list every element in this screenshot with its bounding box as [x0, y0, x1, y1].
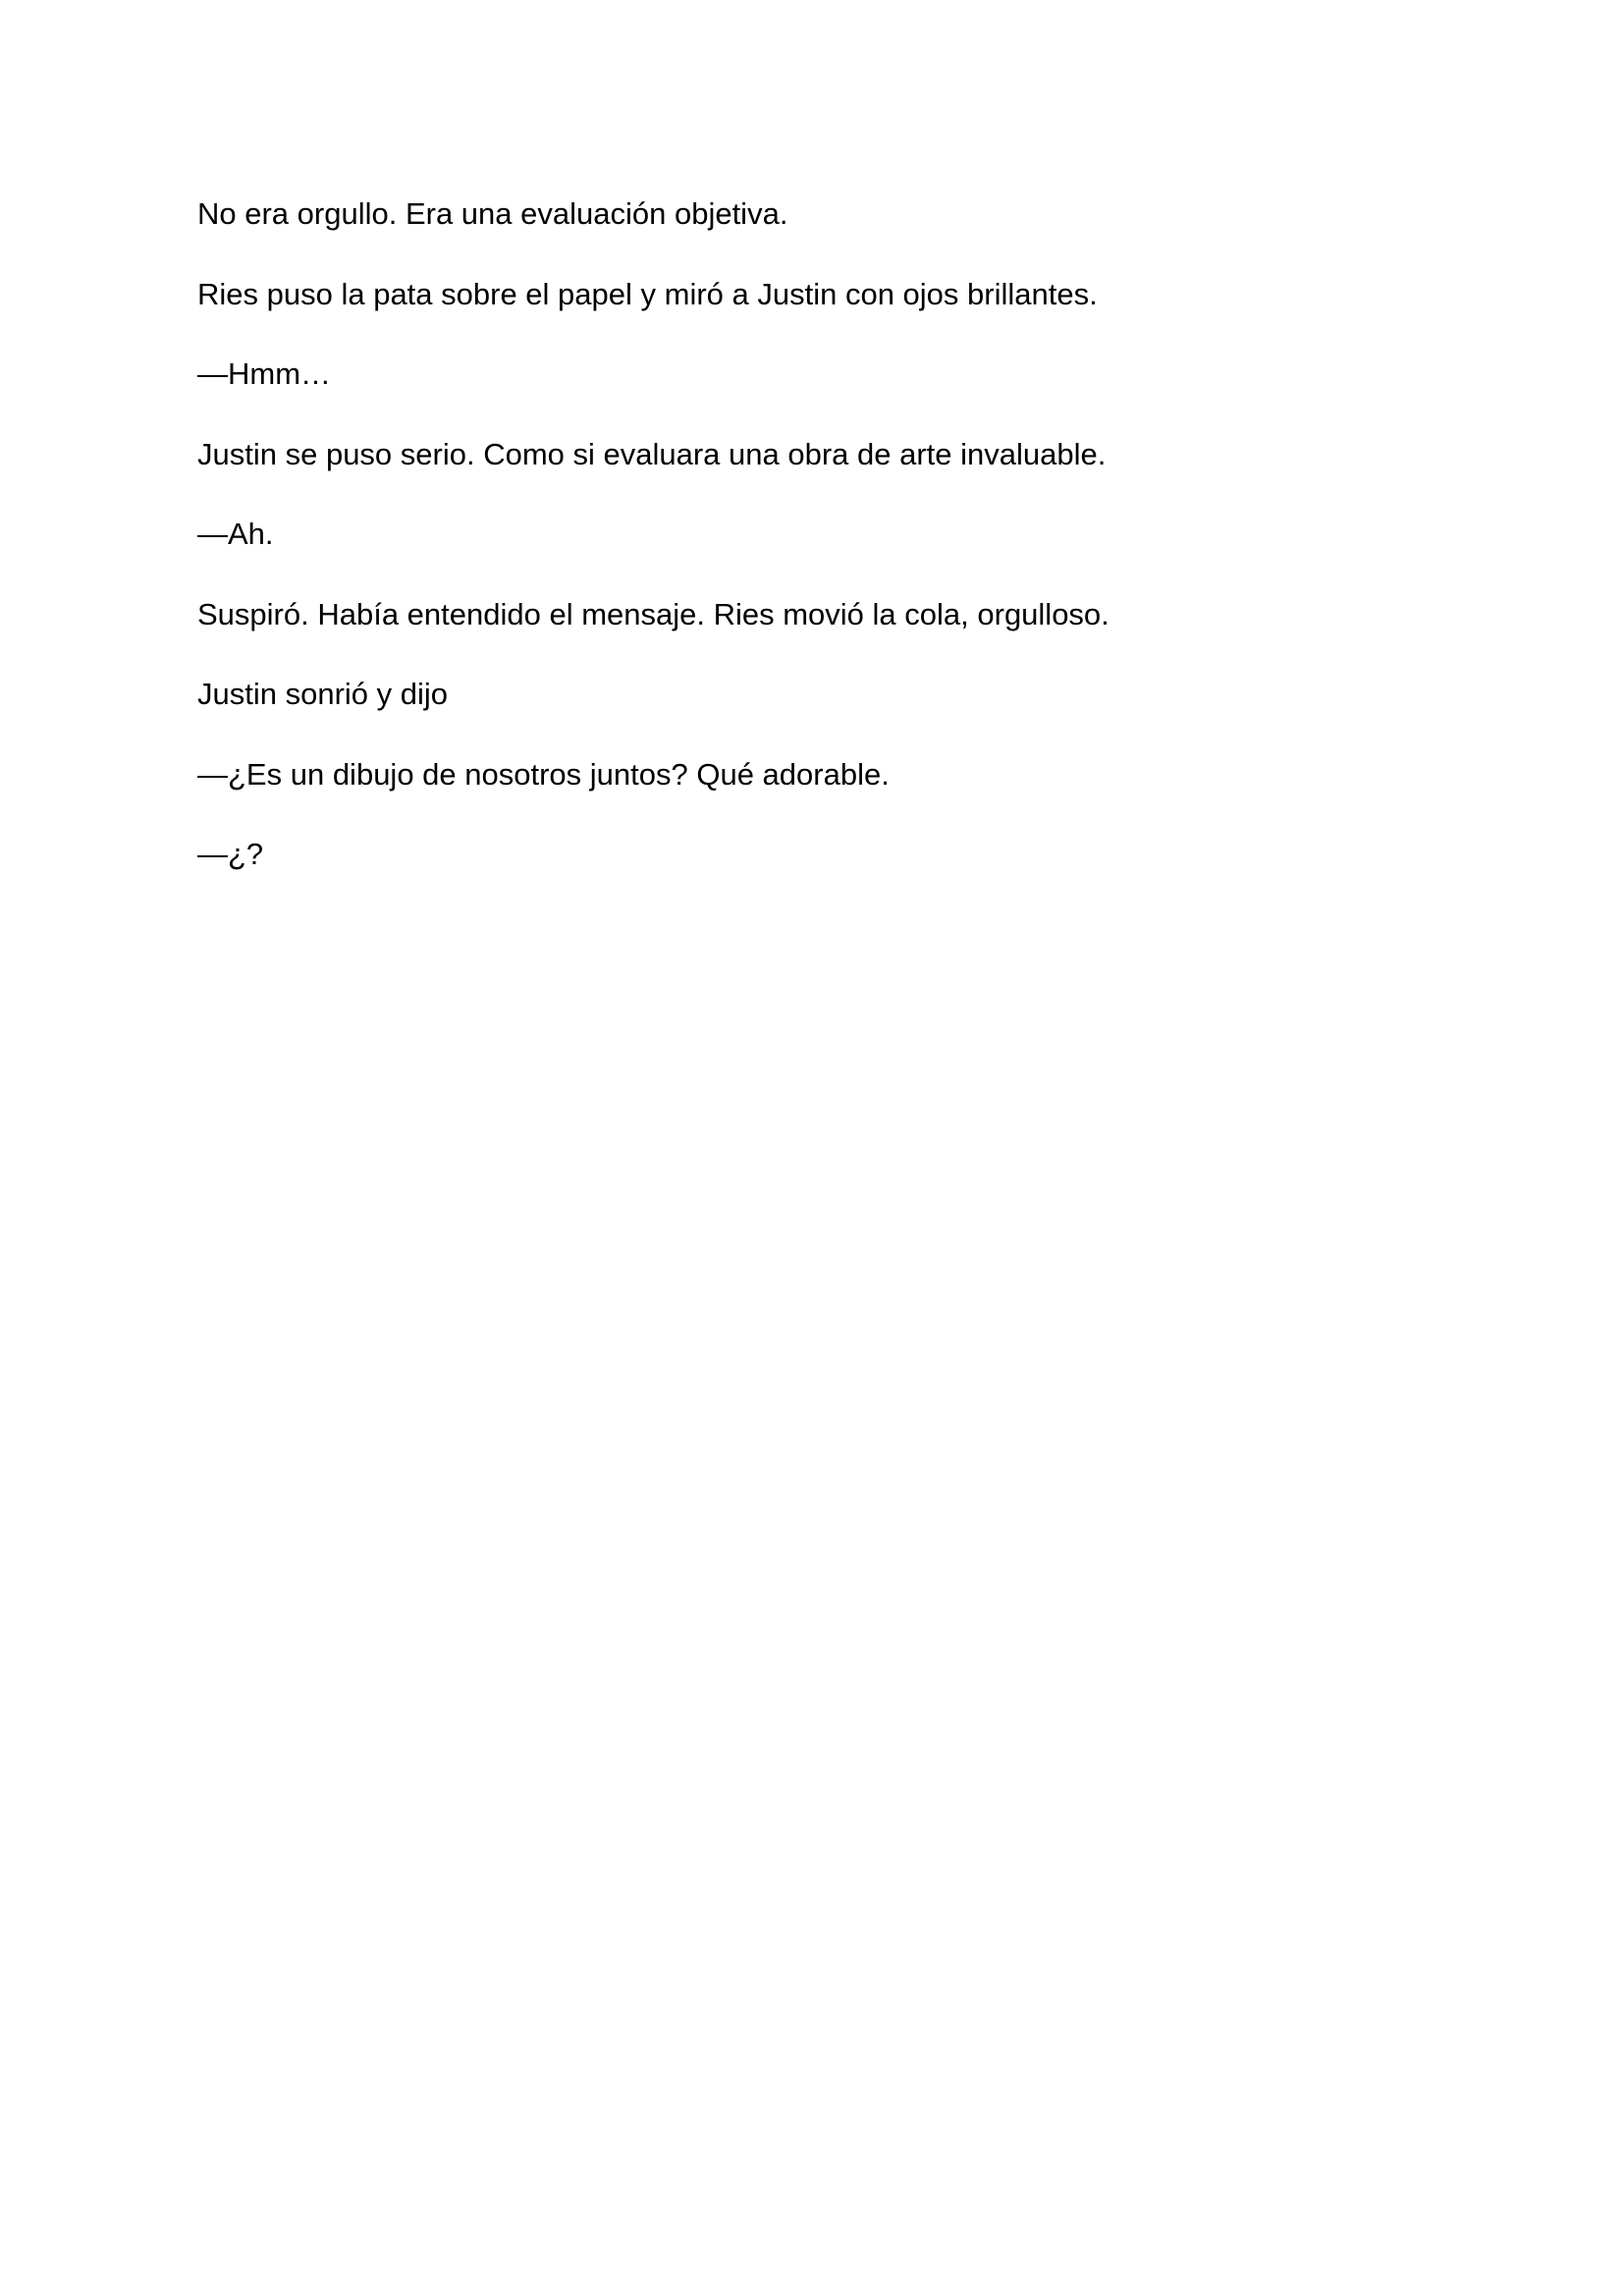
paragraph: —¿?: [197, 837, 264, 871]
paragraph: —¿Es un dibujo de nosotros juntos? Qué adorable.: [197, 756, 890, 792]
paragraph: —Hmm…: [197, 356, 332, 391]
paragraph: Suspiró. Había entendido el mensaje. Ries movió la cola, orgulloso.: [197, 596, 1110, 631]
paragraph: —Ah.: [197, 517, 274, 551]
paragraph: Justin sonrió y dijo: [197, 677, 449, 711]
paragraph: Justin se puso serio. Como si evaluara una obra de arte invaluable.: [197, 436, 1107, 471]
body-text: [197, 193, 1425, 914]
paragraph: Ries puso la pata sobre el papel y miró a Justin con ojos brillantes.: [197, 276, 1098, 311]
paragraph: No era orgullo. Era una evaluación objetiva.: [197, 196, 788, 231]
